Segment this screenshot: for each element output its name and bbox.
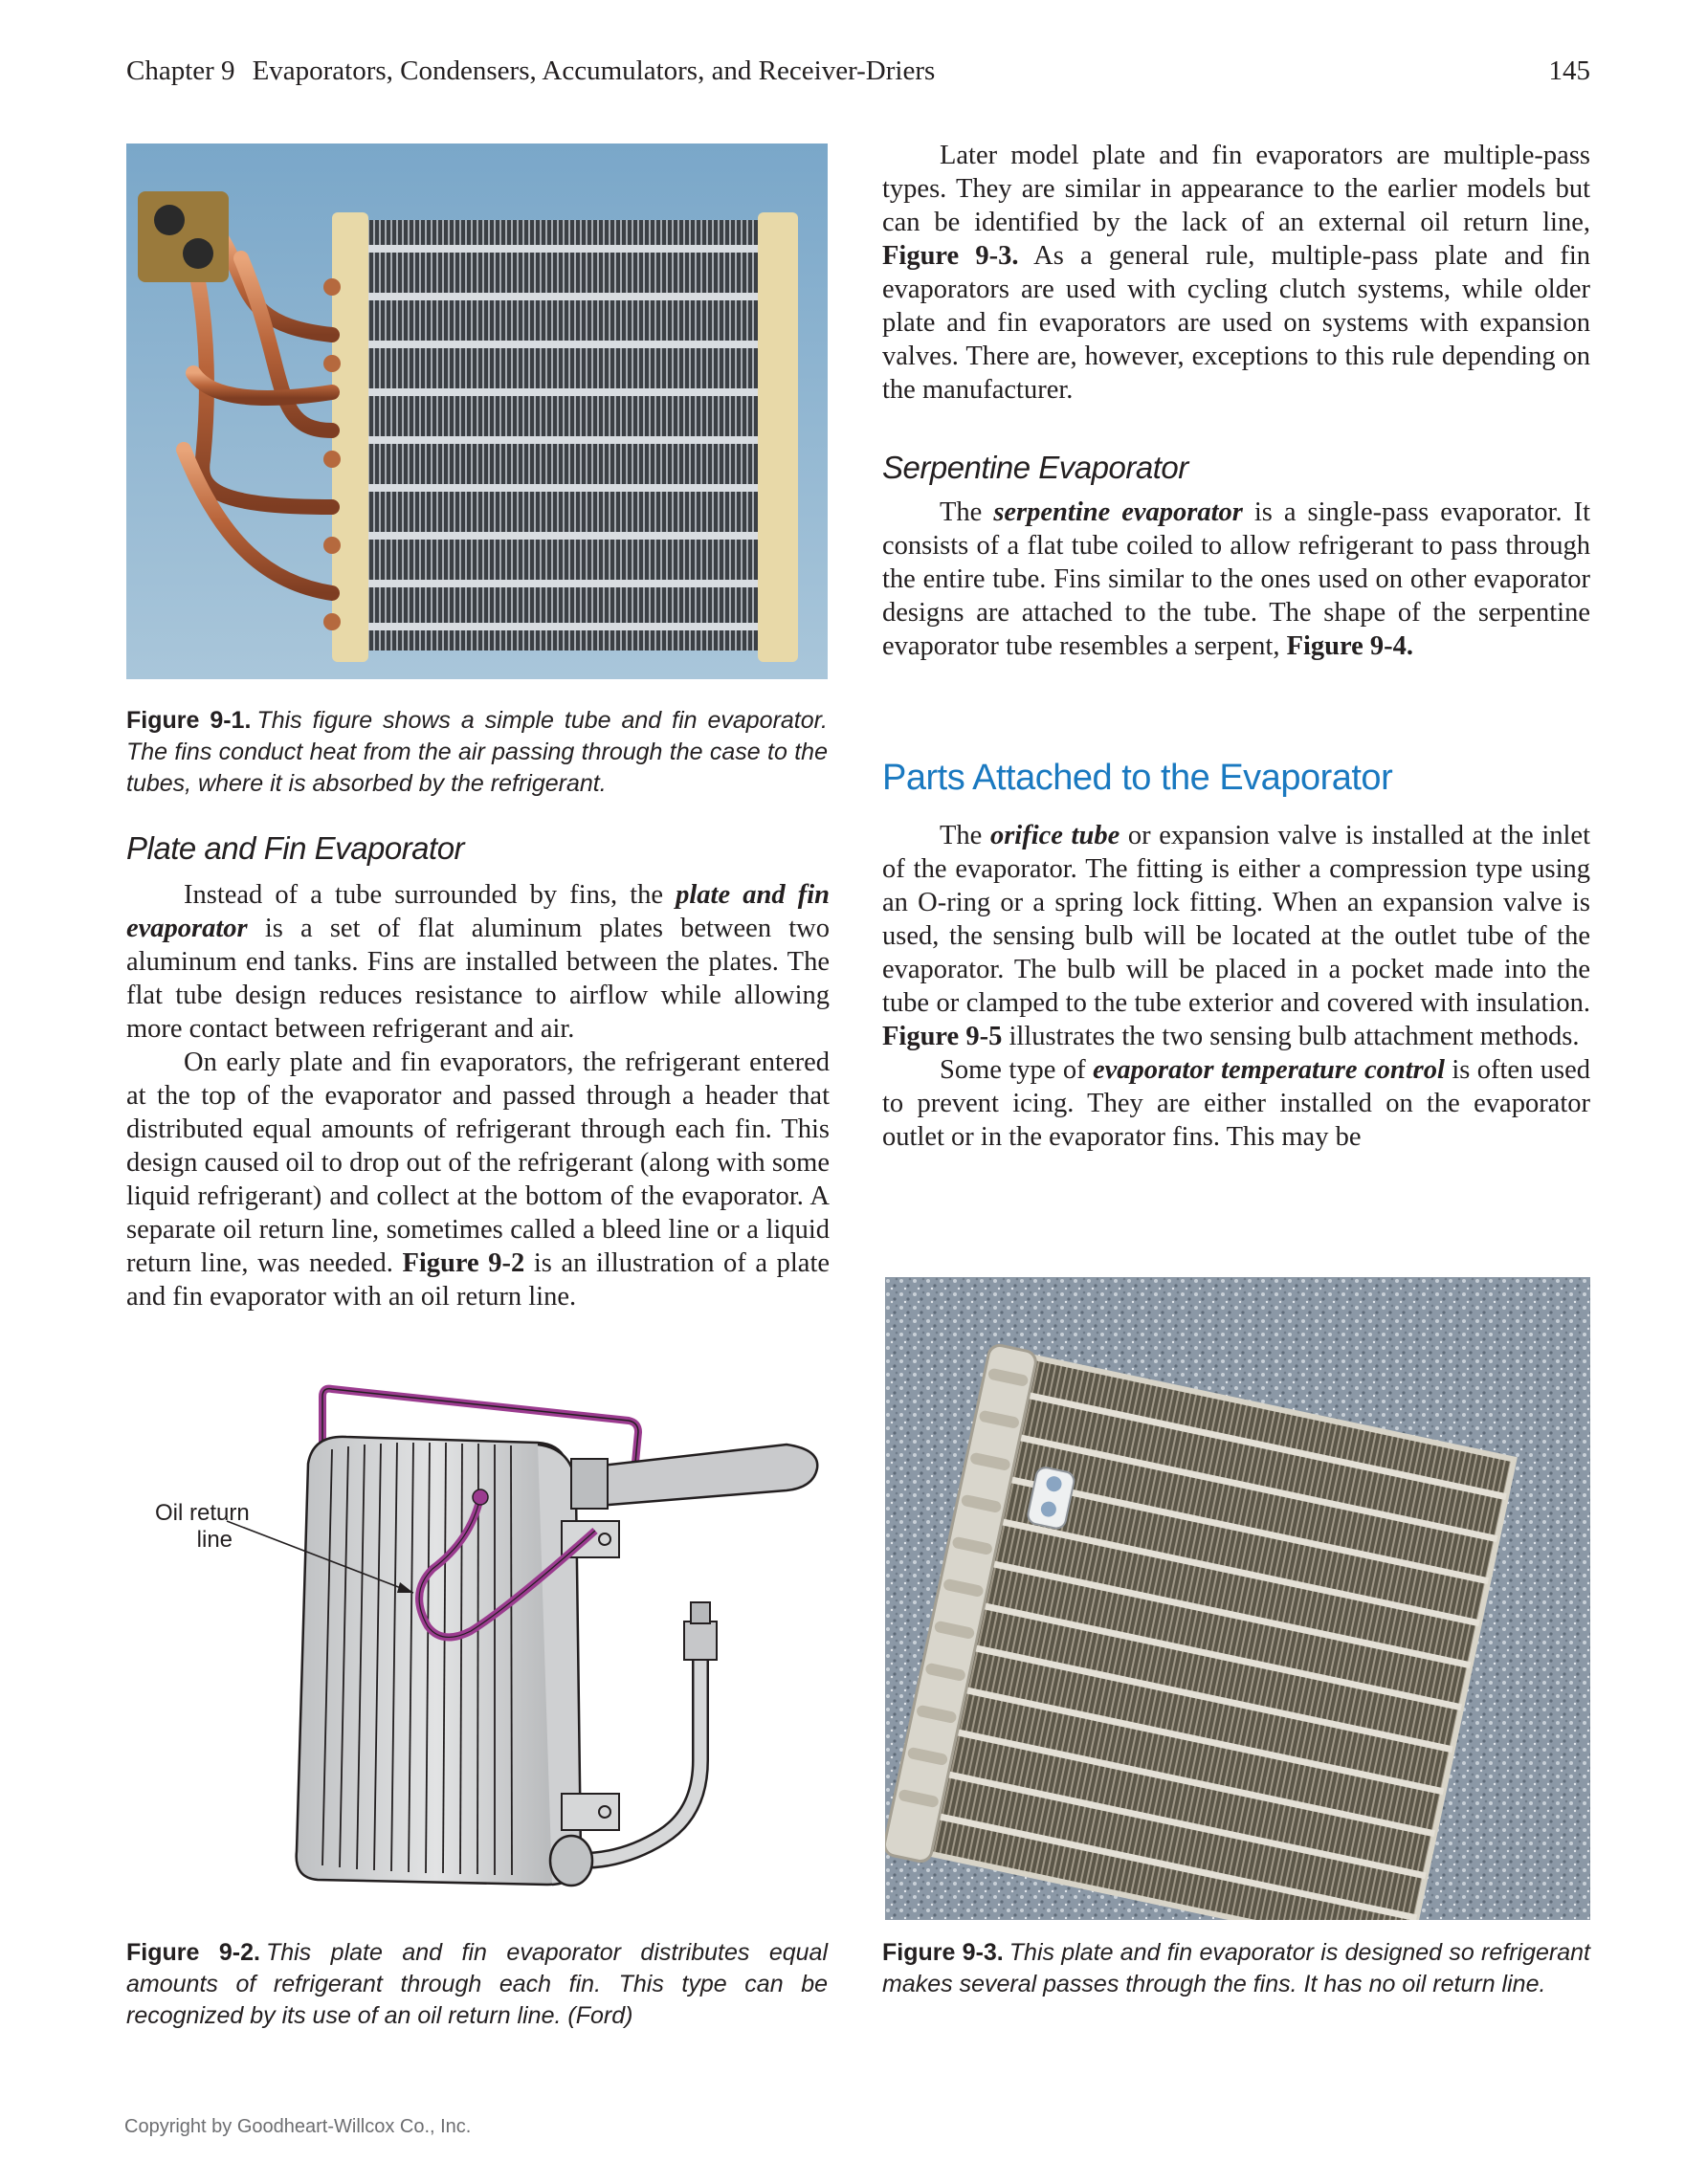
oil-return-line-callout: [155, 1500, 250, 1554]
plate-fin-heading: Plate and Fin Evaporator: [126, 830, 465, 866]
figure-9-1-caption-text: This figure shows a simple tube and fin evaporator. The fins conduct heat from the air passing through the case to the tubes, where it is absorbed by the refrigerant.: [126, 707, 829, 797]
figure-9-3-caption: [882, 1937, 1590, 2000]
running-head: [126, 55, 1590, 94]
page-number: 145: [1548, 55, 1590, 86]
text-run: Some type of: [940, 1055, 1093, 1085]
text-run: is a set of flat aluminum plates between two aluminum end tanks. Fins are installed between the plates. The flat tube design reduces resistance to airflow while allowing more contact between refrigerant and air.: [126, 914, 830, 1044]
text-run: On early plate and fin evaporators, the refrigerant entered at the top of the evaporator and passed through a header that distributed equal amounts of refrigerant through each fin. This design caused oil to drop out of the refrigerant (along with some liquid refrigerant) and collect at the bottom of the evaporator. A separate oil return line, sometimes called a bleed line or a liquid return line, was needed.: [126, 1048, 830, 1278]
chapter-heading: [126, 55, 935, 94]
figure-9-2-label: Figure 9-2.: [126, 1939, 260, 1966]
figure-9-3-reference: Figure 9-3.: [882, 241, 1019, 271]
figure-9-1-caption: [126, 705, 828, 800]
text-run: or expansion valve is installed at the inlet of the evaporator. The fitting is either a compression type using an O-ring or a spring lock fitting. When an expansion valve is used, the sensing bulb will be located at the outlet tube of the evaporator. The bulb will be placed in a pocket made into the tube or clamped to the tube exterior and covered with insulation.: [882, 821, 1590, 1018]
figure-9-3-label: Figure 9-3.: [882, 1939, 1004, 1966]
serpentine-heading: Serpentine Evaporator: [882, 450, 1188, 485]
text-run: The: [940, 821, 990, 850]
text-run: As a general rule, multiple-pass plate and fin evaporators are used with cycling clutch systems, while older plate and fin evaporators are used on systems with expansion valves. There are, however, exceptions to this rule depending on the manufacturer.: [882, 241, 1590, 405]
chapter-title: Evaporators, Condensers, Accumulators, and Receiver-Driers: [252, 55, 936, 86]
copyright-footer: Copyright by Goodheart-Willcox Co., Inc.: [124, 2116, 472, 2137]
term-plate-fin-evaporator: plate and fin evaporator: [126, 880, 830, 943]
plate-fin-paragraph-2: [126, 1046, 830, 1313]
serpentine-paragraph: [882, 496, 1590, 663]
text-run: illustrates the two sensing bulb attachment methods.: [1002, 1022, 1580, 1051]
text-run: is often used to prevent icing. They are either installed on the evaporator outlet or in the evaporator fins. This may be: [882, 1055, 1590, 1152]
term-evaporator-temperature-control: evaporator temperature control: [1093, 1055, 1445, 1085]
text-run: Instead of a tube surrounded by fins, the: [184, 880, 676, 910]
serpentine-body: [882, 496, 1590, 663]
figure-9-2-reference: Figure 9-2: [402, 1248, 525, 1278]
multiple-pass-paragraph: [882, 139, 1590, 407]
text-run: is an illustration of a plate and fin evaporator with an oil return line.: [126, 1248, 831, 1312]
chapter-label: Chapter 9: [126, 55, 235, 86]
figure-9-3-caption-text: This plate and fin evaporator is designed so refrigerant makes several passes through the fins. It has no oil return line.: [882, 1939, 1590, 1997]
plate-fin-body: [126, 878, 830, 1313]
figure-9-1-photo: [126, 143, 828, 679]
callout-line-2: line: [196, 1527, 233, 1553]
figure-9-2-illustration: [126, 1378, 830, 1913]
figure-9-2-caption: [126, 1937, 828, 2032]
parts-attached-heading: Parts Attached to the Evaporator: [882, 758, 1393, 798]
callout-line-1: Oil return: [155, 1500, 250, 1526]
parts-paragraph-1: [882, 819, 1590, 1053]
plate-fin-evaporator-drawing: [126, 1378, 830, 1913]
term-serpentine-evaporator: serpentine evaporator: [993, 497, 1243, 527]
plate-fin-paragraph-1: [126, 878, 830, 1046]
figure-9-2-caption-text: This plate and fin evaporator distributes equal amounts of refrigerant through each fin. This type can be recognized by its use of an oil return line. (Ford): [126, 1939, 828, 2029]
term-orifice-tube: orifice tube: [989, 821, 1120, 850]
parts-body: [882, 819, 1590, 1154]
text-run: The: [940, 497, 994, 527]
multiple-pass-evaporator-image: [885, 1277, 1590, 1920]
figure-9-1-label: Figure 9-1.: [126, 707, 252, 734]
multiple-pass-body: [882, 139, 1590, 407]
tube-fin-evaporator-image: [126, 143, 828, 679]
figure-9-5-reference: Figure 9-5: [882, 1022, 1003, 1051]
figure-9-4-reference: Figure 9-4.: [1286, 631, 1414, 661]
parts-paragraph-2: [882, 1053, 1590, 1154]
text-run: Later model plate and fin evaporators are multiple-pass types. They are similar in appearance to the earlier models but can be identified by the lack of an external oil return line,: [882, 141, 1590, 237]
text-run: is a single-pass evaporator. It consists of a flat tube coiled to allow refrigerant to pass through the entire tube. Fins similar to the ones used on other evaporator designs are attached to the tube. The shape of the serpentine evaporator tube resembles a serpent,: [882, 497, 1590, 661]
figure-9-3-photo: [885, 1277, 1590, 1920]
